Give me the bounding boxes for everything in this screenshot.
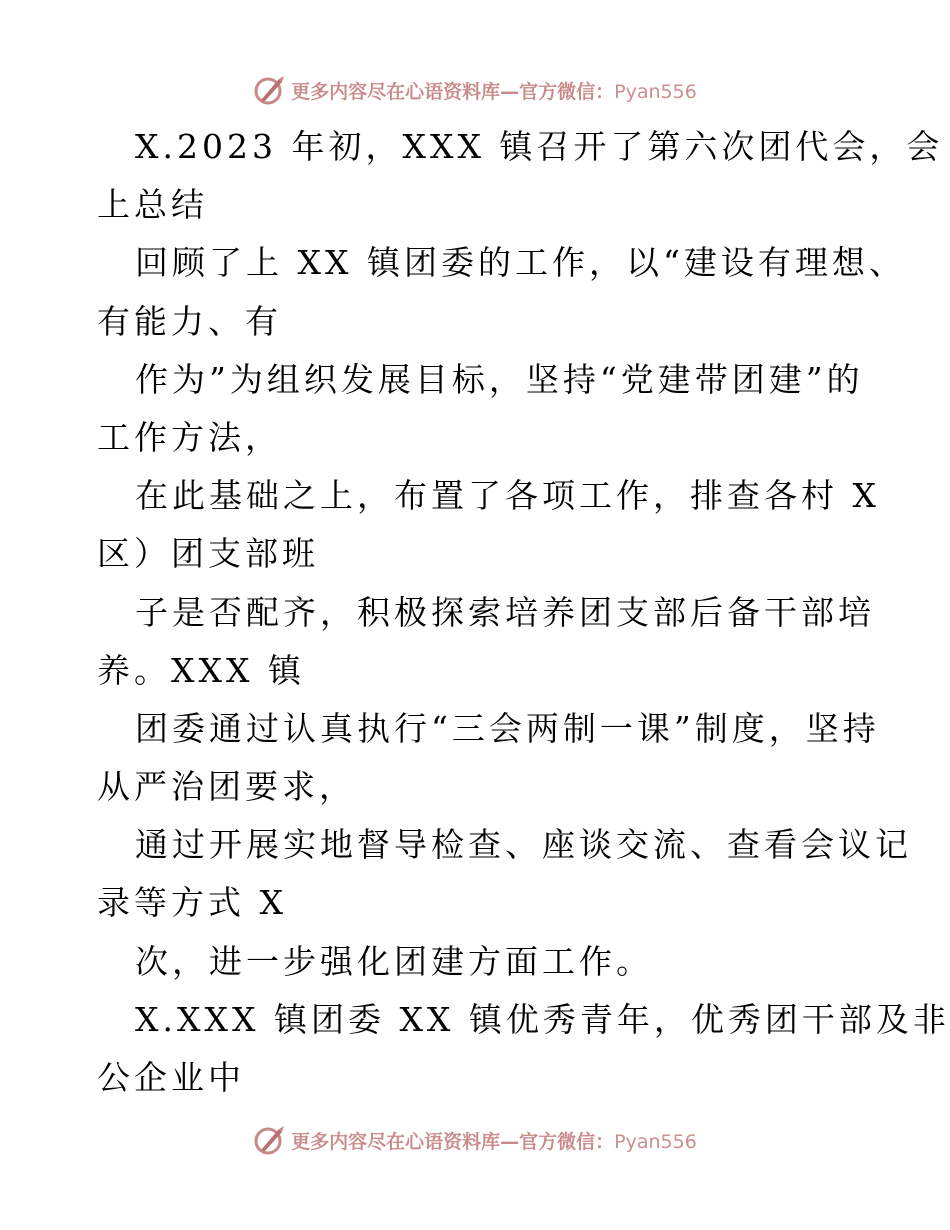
wechat-handle: Pyan556 xyxy=(614,80,697,103)
body-line: 子是否配齐，积极探索培养团支部后备干部培 xyxy=(135,592,875,632)
body-line: 上总结 xyxy=(97,185,208,225)
quill-pen-icon xyxy=(253,1123,287,1157)
document-body xyxy=(97,118,950,1107)
banner-label: 更多内容尽在心语资料库—官方微信： xyxy=(291,1130,615,1153)
body-line: X.2023 年初，XXX 镇召开了第六次团代会，会 xyxy=(135,127,944,166)
body-line: 在此基础之上，布置了各项工作，排查各村 X xyxy=(135,476,880,516)
body-line: 区）团支部班 xyxy=(97,534,319,574)
banner-text xyxy=(291,77,697,104)
body-line: 回顾了上 XX 镇团委的工作，以“建设有理想、 xyxy=(135,243,906,283)
body-line: 公企业中 xyxy=(97,1058,245,1097)
body-line: 工作方法， xyxy=(97,417,282,457)
body-line: 从严治团要求， xyxy=(97,767,356,807)
body-line: 有能力、有 xyxy=(97,301,282,341)
quill-pen-icon xyxy=(253,73,287,107)
banner-text xyxy=(291,1127,697,1154)
wechat-handle: Pyan556 xyxy=(614,1130,697,1153)
banner-label: 更多内容尽在心语资料库—官方微信： xyxy=(291,80,615,103)
body-line: 作为”为组织发展目标，坚持“党建带团建”的 xyxy=(135,359,864,399)
header-banner xyxy=(0,70,950,110)
footer-banner xyxy=(0,1120,950,1160)
body-line: 录等方式 X xyxy=(97,883,287,923)
body-line: 次，进一步强化团建方面工作。 xyxy=(135,941,653,981)
body-line: 养。XXX 镇 xyxy=(97,650,305,690)
body-line: X.XXX 镇团委 XX 镇优秀青年，优秀团干部及非 xyxy=(135,999,950,1039)
body-line: 通过开展实地督导检查、座谈交流、查看会议记 xyxy=(135,825,912,865)
body-line: 团委通过认真执行“三会两制一课”制度，坚持 xyxy=(135,708,880,748)
